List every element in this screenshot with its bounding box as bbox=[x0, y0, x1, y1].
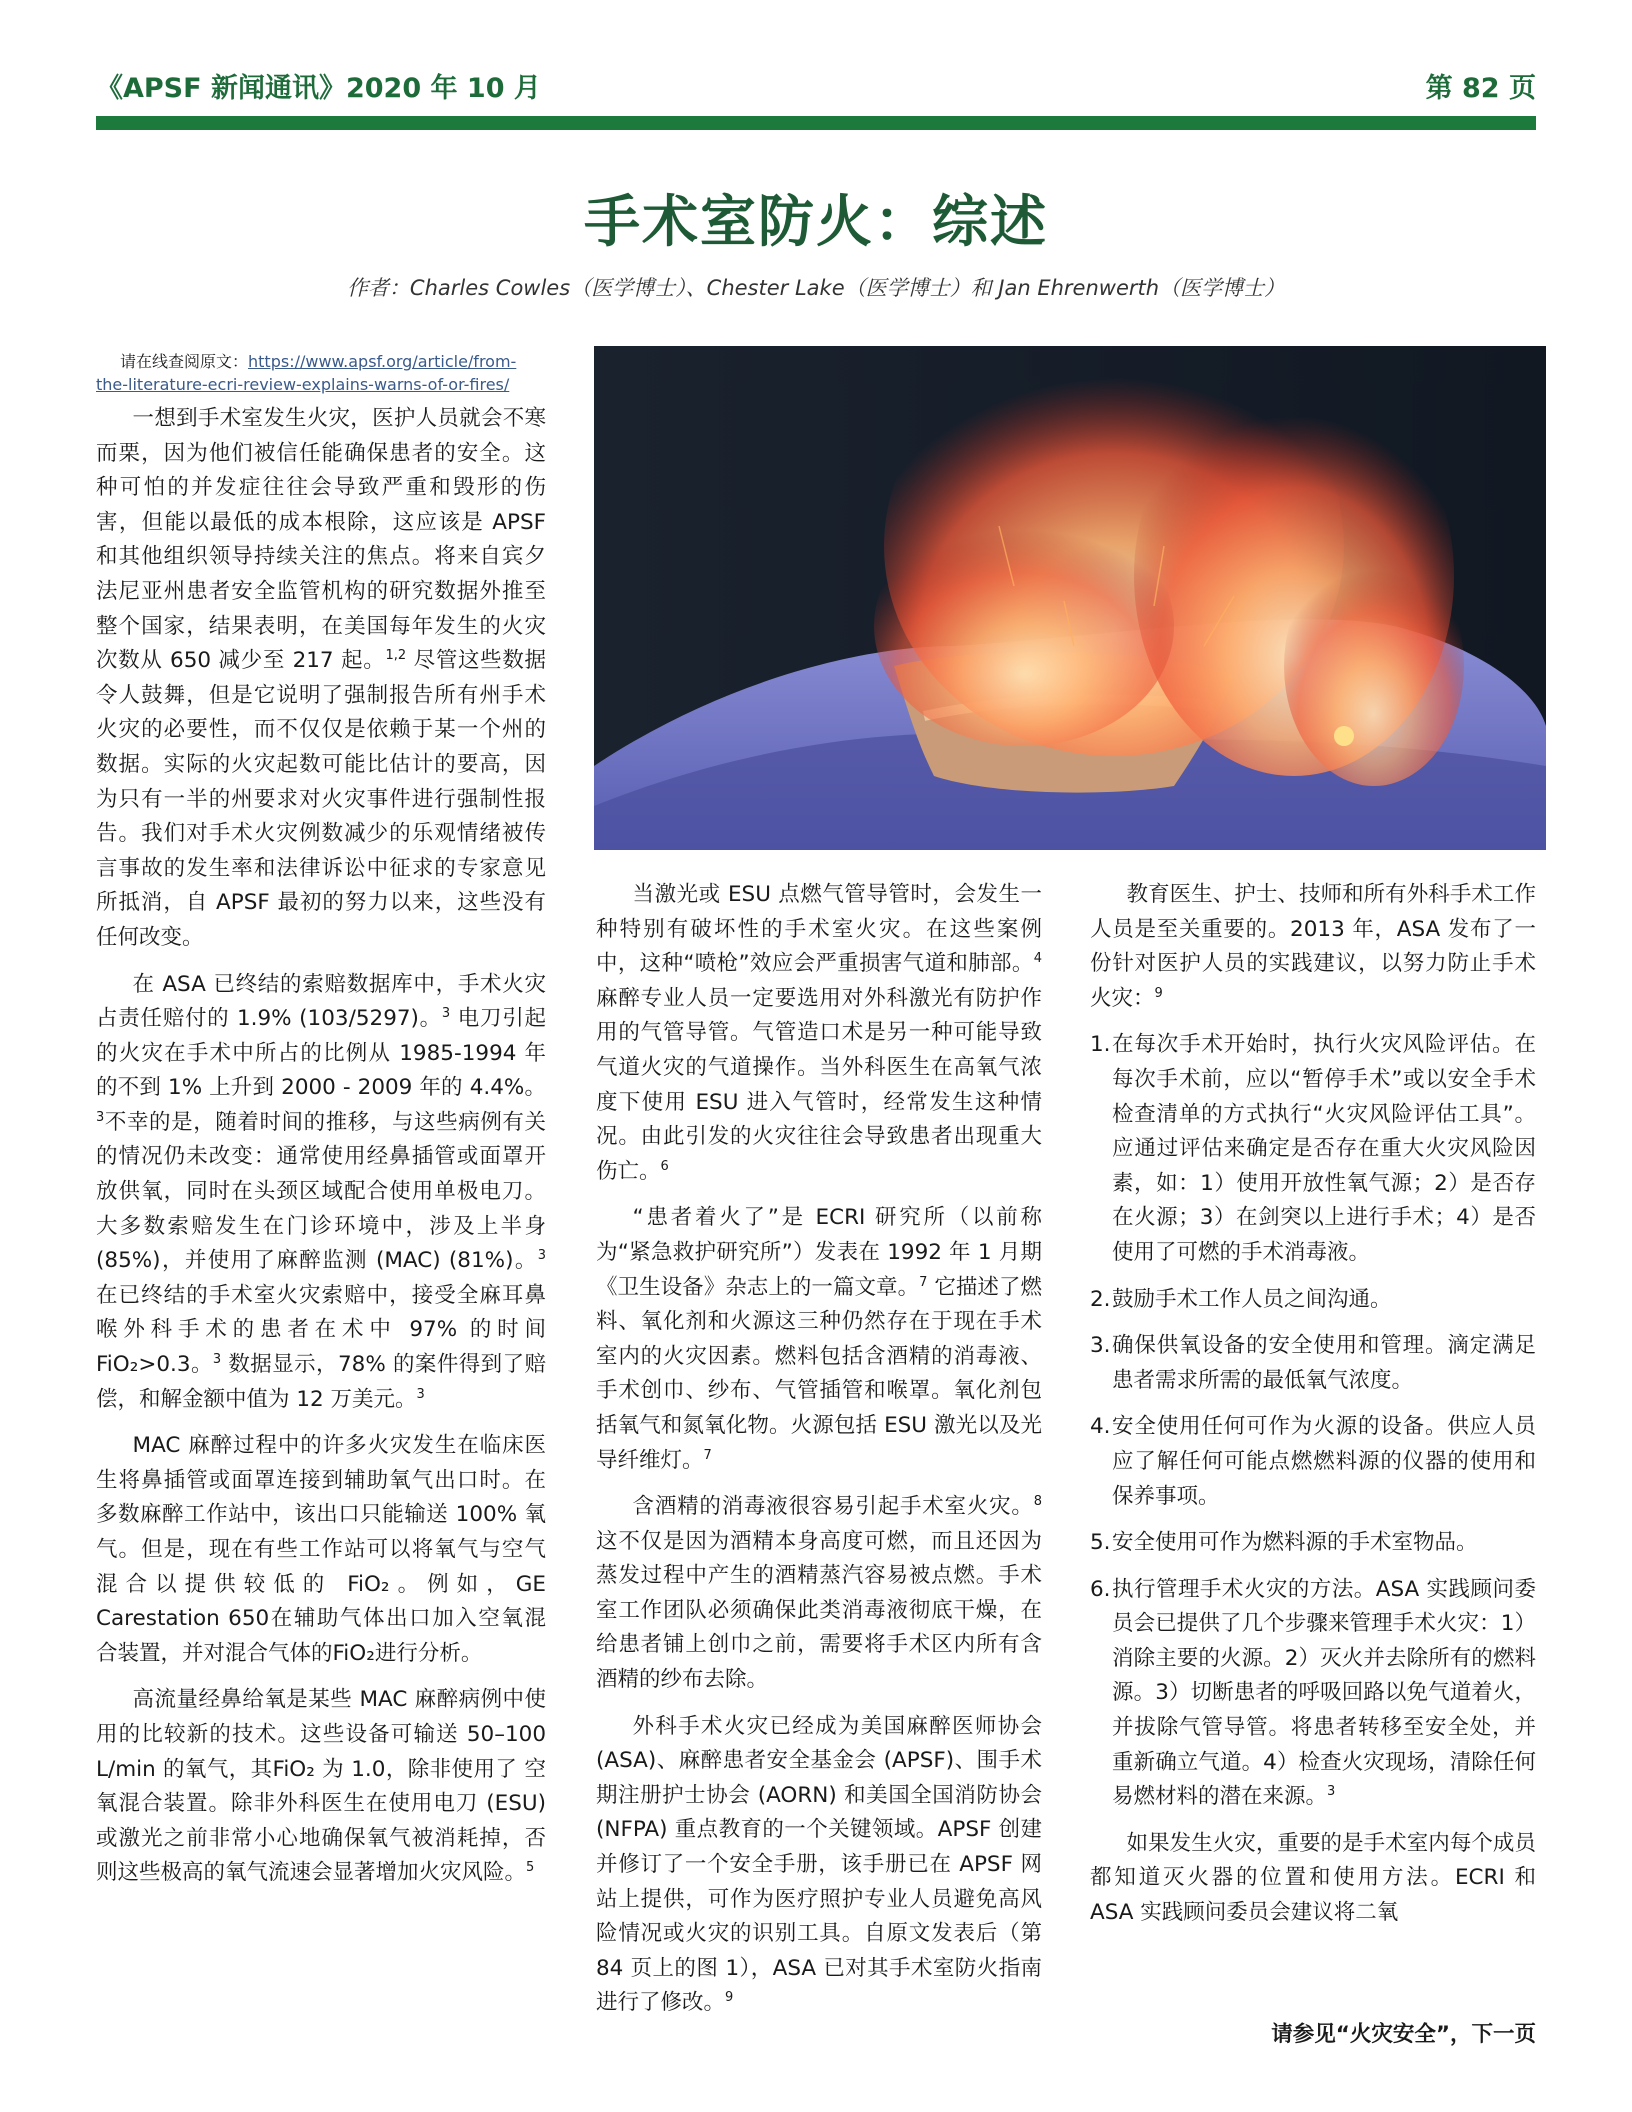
column-1 bbox=[96, 350, 546, 1903]
column-3 bbox=[1090, 878, 1536, 1943]
online-link-block bbox=[96, 350, 546, 396]
newsletter-issue: 《APSF 新闻通讯》2020 年 10 月 bbox=[96, 73, 541, 104]
paragraph: “患者着火了”是 ECRI 研究所（以前称为“紧急救护研究所”）发表在 1992 年 1 月期《卫生设备》杂志上的一篇文章。$^7$ 它描述了燃料、氧化剂和火源这三种仍然存在于现在手术室内的火灾因素。燃料包括含酒精的消毒液、手术创巾、纱布、气管插管和喉罩。氧化剂包括氧气和氮氧化物。火源包括 ESU 激光以及光导纤维灯。$^7$ bbox=[596, 1205, 1042, 1473]
page-number: 第 82 页 bbox=[1425, 73, 1536, 104]
online-label: 请在线查阅原文： bbox=[120, 352, 249, 371]
surgical-fire-photo bbox=[594, 346, 1546, 850]
paragraph: 含酒精的消毒液很容易引起手术室火灾。$^8$ 这不仅是因为酒精本身高度可燃，而且还因为蒸发过程中产生的酒精蒸汽容易被点燃。手术室工作团队必须确保此类消毒液彻底干燥，在给患者铺上创巾之前，需要将手术区内所有含酒精的纱布去除。 bbox=[596, 1493, 1042, 1693]
header-rule bbox=[96, 116, 1536, 130]
list-item: 5. 安全使用可作为燃料源的手术室物品。 bbox=[1090, 1530, 1478, 1556]
article-title: 手术室防火：综述 bbox=[584, 190, 1048, 255]
continued-on-next-page[interactable]: 请参见“火灾安全”，下一页 bbox=[1271, 2022, 1536, 2047]
source-article-link[interactable]: https://www.apsf.org/article/from-the-literature-ecri-review-explains-warns-of-or-fires/ bbox=[96, 352, 517, 394]
paragraph: 一想到手术室发生火灾，医护人员就会不寒而栗，因为他们被信任能确保患者的安全。这种可怕的并发症往往会导致严重和毁形的伤害，但能以最低的成本根除，这应该是 APSF 和其他组织领导持续关注的焦点。将来自宾夕法尼亚州患者安全监管机构的研究数据外推至整个国家，结果表明，在美国每年发生的火灾次数从 650 减少至 217 起。$^{1,2}$ 尽管这些数据令人鼓舞，但是它说明了强制报告所有州手术火灾的必要性，而不仅仅是依赖于某一个州的数据。实际的火灾起数可能比估计的要高，因为只有一半的州要求对火灾事件进行强制性报告。我们对手术火灾例数减少的乐观情绪被传言事故的发生率和法律诉讼中征求的专家意见所抵消，自 APSF 最初的努力以来，这些没有任何改变。 bbox=[96, 406, 546, 950]
column-2 bbox=[596, 878, 1042, 2033]
recommendation-list bbox=[1090, 1028, 1536, 1814]
paragraph: 在 ASA 已终结的索赔数据库中，手术火灾占责任赔付的 1.9% (103/5297)。$^3$ 电刀引起的火灾在手术中所占的比例从 1985-1994 年的不到 1% 上升到 2000 - 2009 年的 4.4%。$^3$不幸的是，随着时间的推移，与这些病例有关的情况仍未改变：通常使用经鼻插管或面罩开放供氧，同时在头颈区域配合使用单极电刀。大多数索赔发生在门诊环境中，涉及上半身 (85%)，并使用了麻醉监测 (MAC) (81%)。$^3$ 在已终结的手术室火灾索赔中，接受全麻耳鼻喉外科手术的患者在术中 97% 的时间 FiO₂>0.3。$^3$ 数据显示，78% 的案件得到了赔偿，和解金额中值为 12 万美元。$^3$ bbox=[96, 971, 546, 1412]
paragraph: 外科手术火灾已经成为美国麻醉医师协会 (ASA)、麻醉患者安全基金会 (APSF)、围手术期注册护士协会 (AORN) 和美国全国消防协会 (NFPA) 重点教育的一个关键领域。APSF 创建并修订了一个安全手册，该手册已在 APSF 网站上提供，可作为医疗照护专业人员避免高风险情况或火灾的识别工具。自原文发表后（第 84 页上的图 1），ASA 已对其手术室防火指南进行了修改。$^9$ bbox=[596, 1713, 1042, 2016]
list-item: 3. 确保供氧设备的安全使用和管理。滴定满足患者需求所需的最低氧气浓度。 bbox=[1090, 1333, 1536, 1393]
byline: 作者：Charles Cowles（医学博士）、Chester Lake（医学博士）和 Jan Ehrenwerth（医学博士） bbox=[346, 276, 1286, 300]
list-item: 6. 执行管理手术火灾的方法。ASA 实践顾问委员会已提供了几个步骤来管理手术火灾：1）消除主要的火源。2）灭火并去除所有的燃料源。3）切断患者的呼吸回路以免气道着火，并拔除气管导管。将患者转移至安全处，并重新确立气道。4）检查火灾现场，清除任何易燃材料的潜在来源。$^3$ bbox=[1090, 1576, 1536, 1810]
paragraph: 教育医生、护士、技师和所有外科手术工作人员是至关重要的。2013 年，ASA 发布了一份针对医护人员的实践建议，以努力防止手术火灾：$^9$ bbox=[1090, 882, 1536, 1011]
paragraph: 如果发生火灾，重要的是手术室内每个成员都知道灭火器的位置和使用方法。ECRI 和 ASA 实践顾问委员会建议将二氧 bbox=[1090, 1830, 1536, 1926]
list-item: 1. 在每次手术开始时，执行火灾风险评估。在每次手术前，应以“暂停手术”或以安全手术检查清单的方式执行“火灾风险评估工具”。应通过评估来确定是否存在重大火灾风险因素，如：1）使用开放性氧气源；2）是否存在火源；3）在剑突以上进行手术；4）是否使用了可燃的手术消毒液。 bbox=[1090, 1032, 1536, 1265]
list-item: 2. 鼓励手术工作人员之间沟通。 bbox=[1090, 1286, 1392, 1312]
paragraph: 高流量经鼻给氧是某些 MAC 麻醉病例中使用的比较新的技术。这些设备可输送 50–100 L/min 的氧气，其FiO₂ 为 1.0，除非使用了 空氧混合装置。除非外科医生在使用电刀 (ESU) 或激光之前非常小心地确保氧气被消耗掉，否则这些极高的氧气流速会显著增加火灾风险。$^5$ bbox=[96, 1687, 546, 1886]
list-item: 4. 安全使用任何可作为火源的设备。供应人员应了解任何可能点燃燃料源的仪器的使用和保养事项。 bbox=[1090, 1414, 1536, 1509]
paragraph: 当激光或 ESU 点燃气管导管时，会发生一种特别有破坏性的手术室火灾。在这些案例中，这种“喷枪”效应会严重损害气道和肺部。$^4$ 麻醉专业人员一定要选用对外科激光有防护作用的气管导管。气管造口术是另一种可能导致气道火灾的气道操作。当外科医生在高氧气浓度下使用 ESU 进入气管时，经常发生这种情况。由此引发的火灾往往会导致患者出现重大伤亡。$^6$ bbox=[596, 882, 1042, 1184]
paragraph: MAC 麻醉过程中的许多火灾发生在临床医生将鼻插管或面罩连接到辅助氧气出口时。在多数麻醉工作站中，该出口只能输送 100% 氧气。但是，现在有些工作站可以将氧气与空气混合以提供较低的 FiO₂。例如，GE Carestation 650在辅助气体出口加入空氧混合装置，并对混合气体的FiO₂进行分析。 bbox=[96, 1433, 546, 1666]
